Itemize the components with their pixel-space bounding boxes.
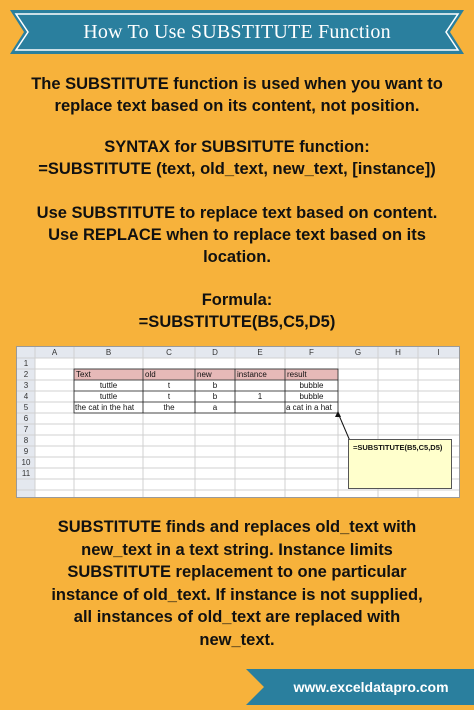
footer-url-link[interactable]: www.exceldatapro.com (293, 679, 449, 695)
table-cell: b (212, 381, 218, 390)
usage-line: location. (203, 248, 271, 266)
column-header-h: H (395, 348, 401, 357)
title-banner (10, 10, 464, 54)
page-title: How To Use SUBSTITUTE Function (83, 20, 391, 43)
row-header: 7 (23, 425, 29, 434)
table-cell: the (163, 403, 175, 412)
table-cell: tuttle (99, 392, 118, 401)
footer-ribbon (246, 669, 474, 705)
table-cell (235, 380, 285, 391)
summary-line: all instances of old_text are replaced with (73, 608, 401, 627)
usage-line: Use SUBSTITUTE to replace text based on content. (36, 204, 438, 222)
row-header: 2 (23, 370, 29, 379)
column-header-g: G (354, 348, 362, 357)
column-header-a: A (51, 348, 58, 357)
summary-line: new_text in a text string. Instance limits (81, 540, 393, 559)
summary-line: new_text. (199, 630, 275, 649)
usage-line: Use REPLACE when to replace text based on its (48, 226, 426, 244)
formula-label: Formula: (201, 291, 273, 309)
summary-line: instance of old_text. If instance is not supplied, (51, 585, 423, 604)
column-header-e: E (257, 348, 263, 357)
table-header-text: Text (76, 370, 91, 379)
spreadsheet-example (16, 346, 460, 498)
table-cell: t (167, 392, 171, 401)
table-cell: tuttle (99, 381, 118, 390)
intro-line: replace text based on its content, not position. (54, 97, 420, 115)
summary-paragraph (10, 516, 464, 652)
table-cell: t (167, 381, 171, 390)
summary-line: SUBSTITUTE finds and replaces old_text with (57, 518, 417, 536)
row-header: 9 (23, 447, 29, 456)
table-cell: 1 (257, 392, 263, 401)
table-cell: a (212, 403, 218, 412)
row-header: 8 (23, 436, 29, 445)
row-header: 1 (23, 359, 29, 368)
table-cell: the cat in the hat (75, 403, 135, 412)
row-header: 6 (23, 414, 29, 423)
column-header-f: F (309, 348, 314, 357)
table-cell: a cat in a hat (286, 403, 332, 412)
row-header: 11 (21, 469, 31, 478)
table-header-instance: instance (237, 370, 267, 379)
intro-line: The SUBSTITUTE function is used when you want to (31, 75, 443, 93)
formula-tooltip: =SUBSTITUTE(B5,C5,D5) (348, 439, 452, 489)
table-cell: bubble (299, 381, 324, 390)
table-cell: bubble (299, 392, 324, 401)
formula-value: =SUBSTITUTE(B5,C5,D5) (138, 313, 336, 331)
row-header: 10 (21, 458, 31, 467)
column-header-i: I (437, 348, 440, 357)
summary-line: SUBSTITUTE replacement to one particular (67, 563, 407, 582)
syntax-paragraph (10, 136, 464, 180)
table-header-new: new (197, 370, 212, 379)
intro-paragraph (10, 73, 464, 117)
row-header: 5 (23, 403, 29, 412)
table-header-old: old (145, 370, 156, 379)
row-header: 3 (23, 381, 29, 390)
table-cell: b (212, 392, 218, 401)
formula-block (10, 289, 464, 333)
syntax-signature: =SUBSTITUTE (text, old_text, new_text, [instance]) (38, 160, 436, 178)
table-cell (235, 402, 285, 413)
column-header-b: B (105, 348, 112, 357)
column-header-d: D (212, 348, 218, 357)
row-header: 4 (23, 392, 29, 401)
column-header-c: C (166, 348, 172, 357)
table-header-result: result (287, 370, 307, 379)
usage-paragraph (10, 202, 464, 268)
syntax-label: SYNTAX for SUBSITUTE function: (104, 138, 370, 156)
